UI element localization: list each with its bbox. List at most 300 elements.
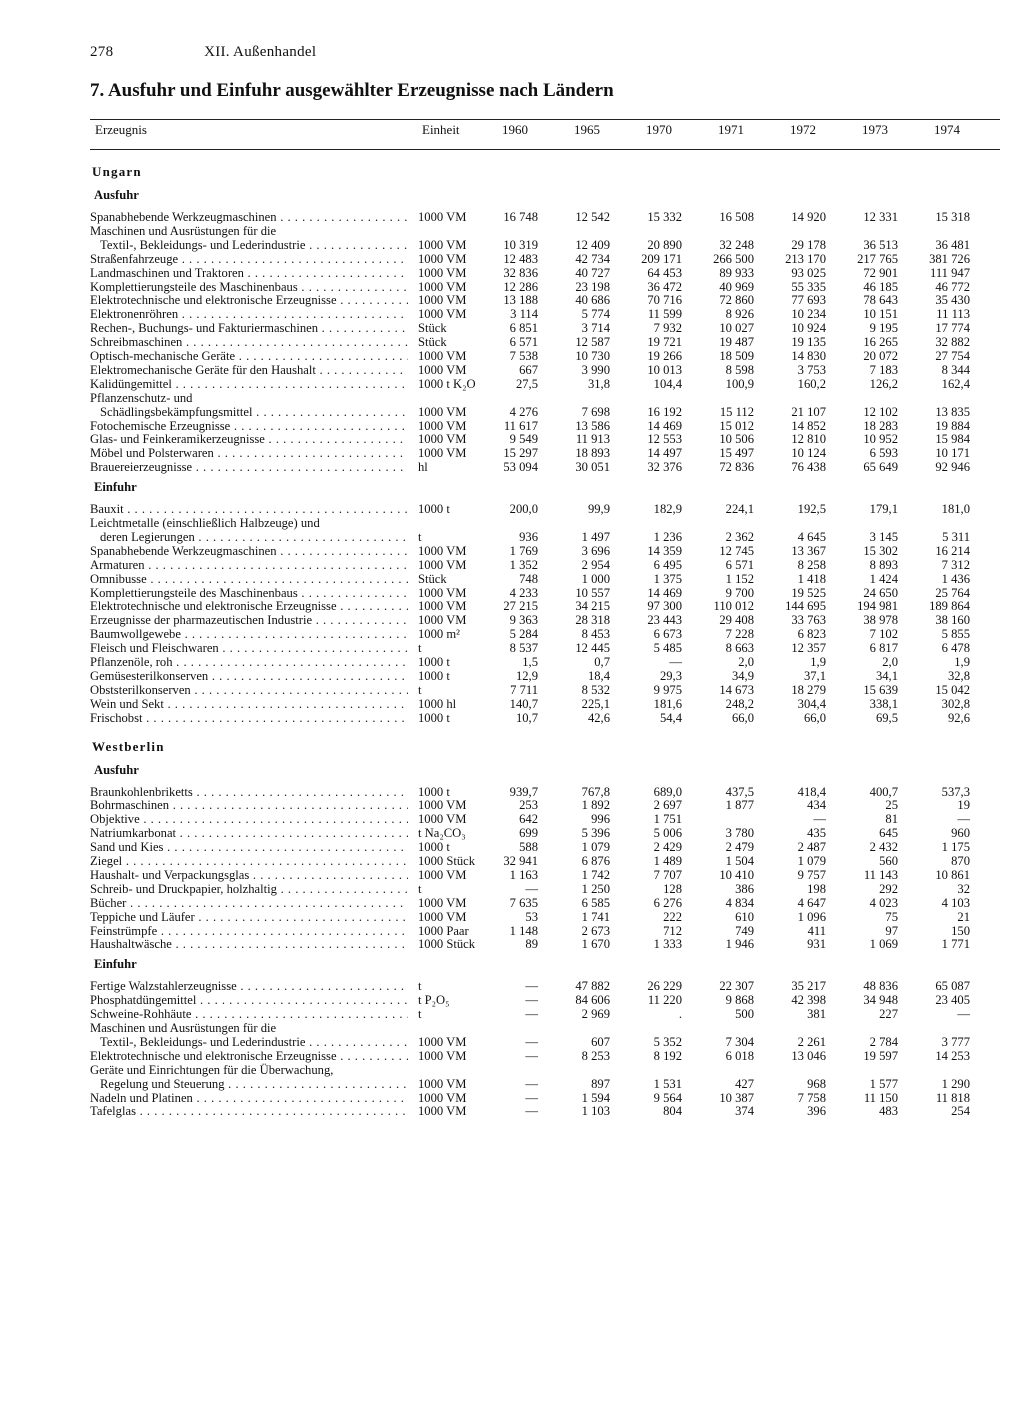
value-cell: 12 587 — [575, 335, 610, 350]
table-row — [0, 307, 1024, 321]
value-cell: 4 023 — [869, 895, 898, 910]
value-cell: 40 727 — [575, 265, 610, 280]
value-cell: 36 472 — [647, 279, 682, 294]
unit-cell: 1000 VM — [418, 798, 467, 813]
value-cell: 12 745 — [719, 543, 754, 558]
value-cell: — — [669, 655, 682, 669]
value-cell: 14 359 — [647, 543, 682, 558]
product-name: Schädlingsbekämpfungsmittel . . . — [100, 405, 408, 419]
unit-cell: Stück — [418, 571, 447, 586]
product-name: Sand und Kies . . . — [90, 840, 408, 854]
value-cell: 642 — [519, 812, 538, 827]
product-name: Brauereierzeugnisse . . . — [90, 460, 408, 474]
value-cell: 75 — [885, 909, 898, 924]
value-cell: 1 424 — [869, 571, 898, 586]
value-cell: 1 877 — [725, 798, 754, 813]
value-cell: 588 — [519, 840, 538, 855]
value-cell: 4 834 — [725, 895, 754, 910]
value-cell: 1 148 — [509, 923, 538, 938]
value-cell: 1,9 — [810, 655, 826, 669]
value-cell: 304,4 — [797, 696, 826, 711]
table-row — [0, 641, 1024, 655]
country-heading: Westberlin — [92, 738, 165, 754]
value-cell: 10 557 — [575, 585, 610, 600]
value-cell: 6 585 — [581, 895, 610, 910]
unit-cell: 1000 VM — [418, 432, 467, 447]
value-cell: 1 946 — [725, 937, 754, 952]
value-cell: 2 362 — [725, 529, 754, 544]
table-row — [0, 882, 1024, 896]
value-cell: 6 495 — [653, 557, 682, 572]
unit-cell: 1000 VM — [418, 349, 467, 363]
value-cell: 10 410 — [719, 867, 754, 882]
value-cell: 537,3 — [941, 784, 970, 799]
value-cell: 15 497 — [719, 446, 754, 461]
value-cell: 93 025 — [791, 265, 826, 280]
value-cell: 29,3 — [659, 668, 682, 683]
value-cell: 7 102 — [869, 627, 898, 642]
value-cell: 8 344 — [941, 362, 970, 377]
product-name: Rechen-, Buchungs- und Fakturiermaschinen . . . — [90, 321, 408, 335]
value-cell: 32 248 — [719, 237, 754, 252]
unit-cell: t — [418, 881, 422, 896]
value-cell: 1 741 — [581, 909, 610, 924]
value-cell: 1 670 — [581, 937, 610, 952]
value-cell: 9 363 — [509, 613, 538, 628]
table-row — [0, 1063, 1024, 1077]
value-cell: 1 096 — [797, 909, 826, 924]
value-cell: 21 107 — [791, 404, 826, 419]
product-name: Feinstrümpfe . . . — [90, 924, 408, 938]
unit-cell: 1000 VM — [418, 279, 467, 294]
table-row — [0, 586, 1024, 600]
value-cell: 1 418 — [797, 571, 826, 586]
table-row — [0, 1049, 1024, 1063]
table-row — [0, 683, 1024, 697]
value-cell: 483 — [879, 1104, 898, 1119]
value-cell: 12 409 — [575, 237, 610, 252]
value-cell: 1 769 — [509, 543, 538, 558]
value-cell: 804 — [663, 1104, 682, 1119]
product-name: Gemüsesterilkonserven . . . — [90, 669, 408, 683]
value-cell: 1 352 — [509, 557, 538, 572]
value-cell: 10 013 — [647, 362, 682, 377]
value-cell: 1 175 — [941, 840, 970, 855]
unit-cell: 1000 t — [418, 655, 450, 669]
value-cell: 89 — [525, 937, 538, 952]
value-cell: 18 893 — [575, 446, 610, 461]
value-cell: 748 — [519, 571, 538, 586]
value-cell: 1 531 — [653, 1076, 682, 1091]
value-cell: 11 220 — [647, 993, 682, 1008]
product-name: Natriumkarbonat . . . — [90, 826, 408, 840]
value-cell: 1 504 — [725, 854, 754, 868]
product-name: Nadeln und Platinen . . . — [90, 1091, 408, 1105]
product-name: Objektive . . . — [90, 812, 408, 826]
value-cell: 7 635 — [509, 895, 538, 910]
value-cell: 200,0 — [509, 502, 538, 517]
value-cell: 70 716 — [647, 293, 682, 308]
product-name: Maschinen und Ausrüstungen für die — [90, 223, 277, 238]
table-row — [0, 979, 1024, 993]
value-cell: 20 890 — [647, 237, 682, 252]
value-cell: 936 — [519, 529, 538, 544]
value-cell: 9 868 — [725, 993, 754, 1008]
value-cell: 111 947 — [930, 265, 970, 280]
value-cell: 36 481 — [935, 237, 970, 252]
value-cell: 34,9 — [731, 668, 754, 683]
value-cell: 1 497 — [581, 529, 610, 544]
value-cell: 645 — [879, 826, 898, 841]
value-cell: 14 830 — [791, 349, 826, 363]
value-cell: 19 487 — [719, 335, 754, 350]
value-cell: 42 734 — [575, 251, 610, 266]
unit-cell: 1000 Paar — [418, 923, 469, 938]
table-row — [0, 1021, 1024, 1035]
value-cell: 6 276 — [653, 895, 682, 910]
value-cell: 46 185 — [863, 279, 898, 294]
value-cell: 144 695 — [785, 599, 826, 614]
value-cell: 5 006 — [653, 826, 682, 841]
unit-cell: t — [418, 641, 422, 656]
value-cell: 2 969 — [581, 1007, 610, 1022]
table-row — [0, 280, 1024, 294]
value-cell: 939,7 — [509, 784, 538, 799]
value-cell: — — [525, 1048, 538, 1063]
value-cell: 19 135 — [791, 335, 826, 350]
value-cell: 53 094 — [503, 460, 538, 475]
value-cell: 14 673 — [719, 682, 754, 697]
table-row — [0, 1104, 1024, 1118]
value-cell: 2 954 — [581, 557, 610, 572]
value-cell: 32,8 — [947, 668, 970, 683]
value-cell: 3 780 — [725, 826, 754, 841]
value-cell: — — [525, 979, 538, 994]
value-cell: 4 645 — [797, 529, 826, 544]
value-cell: 1,5 — [522, 655, 538, 669]
value-cell: 32 941 — [503, 854, 538, 868]
column-header-product: Erzeugnis — [95, 122, 147, 137]
value-cell: 27 754 — [935, 349, 970, 363]
table-row — [0, 993, 1024, 1007]
value-cell: 213 170 — [785, 251, 826, 266]
value-cell: — — [957, 1007, 970, 1022]
value-cell: 14 852 — [791, 418, 826, 433]
table-row — [0, 1035, 1024, 1049]
value-cell: 35 430 — [935, 293, 970, 308]
unit-cell: 1000 VM — [418, 418, 467, 433]
unit-cell: t P₂O₅ — [418, 993, 450, 1008]
value-cell: 7 932 — [653, 321, 682, 336]
value-cell: 3 714 — [581, 321, 610, 336]
value-cell: 411 — [807, 923, 826, 938]
value-cell: 72 836 — [719, 460, 754, 475]
value-cell: 15 042 — [935, 682, 970, 697]
value-cell: 248,2 — [725, 696, 754, 711]
value-cell: 97 300 — [647, 599, 682, 614]
value-cell: 1,9 — [954, 655, 970, 669]
product-name: Bücher . . . — [90, 896, 408, 910]
value-cell: 217 765 — [857, 251, 898, 266]
value-cell: 11 617 — [503, 418, 538, 433]
value-cell: 699 — [519, 826, 538, 841]
value-cell: 12 483 — [503, 251, 538, 266]
value-cell: 10 506 — [719, 432, 754, 447]
unit-cell: 1000 VM — [418, 1034, 467, 1049]
column-header-year: 1971 — [718, 122, 744, 137]
unit-cell: 1000 VM — [418, 293, 467, 308]
value-cell: 6 851 — [509, 321, 538, 336]
value-cell: — — [525, 1090, 538, 1105]
product-name: Fleisch und Fleischwaren . . . — [90, 641, 408, 655]
table-row — [0, 1007, 1024, 1021]
table-row — [0, 391, 1024, 405]
value-cell: — — [525, 881, 538, 896]
value-cell: 5 352 — [653, 1034, 682, 1049]
product-name: Baumwollgewebe . . . — [90, 627, 408, 641]
value-cell: 194 981 — [857, 599, 898, 614]
value-cell: 29 178 — [791, 237, 826, 252]
product-name: Elektrotechnische und elektronische Erzeugnisse . . . — [90, 293, 408, 307]
value-cell: 396 — [807, 1104, 826, 1119]
value-cell: 34 215 — [575, 599, 610, 614]
product-name: Frischobst . . . — [90, 711, 408, 725]
value-cell: 5 855 — [941, 627, 970, 642]
value-cell: 13 367 — [791, 543, 826, 558]
value-cell: 54,4 — [659, 710, 682, 725]
value-cell: 20 072 — [863, 349, 898, 363]
value-cell: 42,6 — [587, 710, 610, 725]
product-name: Ziegel . . . — [90, 854, 408, 868]
value-cell: 32 376 — [647, 460, 682, 475]
value-cell: 437,5 — [725, 784, 754, 799]
value-cell: 15 639 — [863, 682, 898, 697]
unit-cell: 1000 VM — [418, 404, 467, 419]
country-heading: Ungarn — [92, 164, 142, 179]
value-cell: 1 742 — [581, 867, 610, 882]
unit-cell: 1000 VM — [418, 1090, 467, 1105]
table-row — [0, 335, 1024, 349]
product-name: Schweine-Rohhäute . . . — [90, 1007, 408, 1021]
unit-cell: 1000 t — [418, 710, 450, 725]
value-cell: 0,7 — [594, 655, 610, 669]
table-row — [0, 405, 1024, 419]
value-cell: 2 432 — [869, 840, 898, 855]
value-cell: 15 318 — [935, 210, 970, 224]
unit-cell: 1000 VM — [418, 812, 467, 827]
value-cell: 10,7 — [515, 710, 538, 725]
value-cell: 33 763 — [791, 613, 826, 628]
value-cell: 1 079 — [797, 854, 826, 868]
unit-cell: 1000 VM — [418, 613, 467, 628]
column-header-unit: Einheit — [422, 122, 460, 137]
table-row — [0, 924, 1024, 938]
value-cell: 76 438 — [791, 460, 826, 475]
value-cell: 97 — [885, 923, 898, 938]
value-cell: 968 — [807, 1076, 826, 1091]
table-row — [0, 544, 1024, 558]
value-cell: 16 192 — [647, 404, 682, 419]
value-cell: 3 145 — [869, 529, 898, 544]
value-cell: 55 335 — [791, 279, 826, 294]
value-cell: 1 771 — [941, 937, 970, 952]
product-name: Wein und Sekt . . . — [90, 697, 408, 711]
value-cell: 749 — [735, 923, 754, 938]
table-row — [0, 432, 1024, 446]
trade-direction-heading: Einfuhr — [94, 480, 137, 495]
value-cell: 128 — [663, 881, 682, 896]
value-cell: 16 748 — [503, 210, 538, 224]
table-row — [0, 1091, 1024, 1105]
product-name: Fertige Walzstahlerzeugnisse . . . — [90, 979, 408, 993]
product-name: Fotochemische Erzeugnisse . . . — [90, 419, 408, 433]
product-name: Elektronenröhren . . . — [90, 307, 408, 321]
value-cell: 427 — [735, 1076, 754, 1091]
value-cell: 209 171 — [641, 251, 682, 266]
value-cell: 38 160 — [935, 613, 970, 628]
value-cell: 12 331 — [863, 210, 898, 224]
value-cell: 42 398 — [791, 993, 826, 1008]
value-cell: 64 453 — [647, 265, 682, 280]
trade-direction-heading: Einfuhr — [94, 957, 137, 972]
value-cell: 6 673 — [653, 627, 682, 642]
unit-cell: t — [418, 1007, 422, 1022]
value-cell: 1 751 — [653, 812, 682, 827]
value-cell: 10 124 — [791, 446, 826, 461]
unit-cell: 1000 VM — [418, 867, 467, 882]
value-cell: 53 — [525, 909, 538, 924]
product-name: Haushaltwäsche . . . — [90, 937, 408, 951]
unit-cell: t Na₂CO₃ — [418, 826, 466, 841]
value-cell: 6 817 — [869, 641, 898, 656]
value-cell: 767,8 — [581, 784, 610, 799]
product-name: Elektromechanische Geräte für den Haushalt . . . — [90, 363, 408, 377]
table-row — [0, 210, 1024, 224]
value-cell: 189 864 — [929, 599, 970, 614]
table-row — [0, 910, 1024, 924]
product-name: Maschinen und Ausrüstungen für die — [90, 1021, 277, 1035]
value-cell: 2 261 — [797, 1034, 826, 1049]
product-name: Kalidüngemittel . . . — [90, 377, 408, 391]
product-name: Regelung und Steuerung . . . — [100, 1077, 408, 1091]
value-cell: 40 686 — [575, 293, 610, 308]
value-cell: 18 509 — [719, 349, 754, 363]
unit-cell: 1000 m² — [418, 627, 460, 642]
value-cell: 12 542 — [575, 210, 610, 224]
value-cell: 266 500 — [713, 251, 754, 266]
value-cell: 110 012 — [713, 599, 754, 614]
unit-cell: 1000 VM — [418, 599, 467, 614]
value-cell: 6 823 — [797, 627, 826, 642]
value-cell: 870 — [951, 854, 970, 868]
value-cell: 3 696 — [581, 543, 610, 558]
unit-cell: 1000 VM — [418, 585, 467, 600]
value-cell: 29 408 — [719, 613, 754, 628]
value-cell: 8 663 — [725, 641, 754, 656]
value-cell: 9 549 — [509, 432, 538, 447]
value-cell: 9 564 — [653, 1090, 682, 1105]
value-cell: 19 597 — [863, 1048, 898, 1063]
value-cell: 1 250 — [581, 881, 610, 896]
value-cell: 32 836 — [503, 265, 538, 280]
product-name: Armaturen . . . — [90, 558, 408, 572]
product-name: Textil-, Bekleidungs- und Lederindustrie . . . — [100, 238, 408, 252]
value-cell: 72 901 — [863, 265, 898, 280]
value-cell: 8 598 — [725, 362, 754, 377]
unit-cell: hl — [418, 460, 428, 475]
value-cell: 15 302 — [863, 543, 898, 558]
value-cell: 104,4 — [653, 376, 682, 391]
value-cell: 4 233 — [509, 585, 538, 600]
value-cell: 5 311 — [942, 529, 970, 544]
value-cell: 338,1 — [869, 696, 898, 711]
unit-cell: 1000 hl — [418, 696, 457, 711]
value-cell: 11 599 — [647, 307, 682, 322]
value-cell: 227 — [879, 1007, 898, 1022]
value-cell: 38 978 — [863, 613, 898, 628]
table-row — [0, 840, 1024, 854]
table-row — [0, 854, 1024, 868]
unit-cell: 1000 VM — [418, 1076, 467, 1091]
product-name: Schreibmaschinen . . . — [90, 335, 408, 349]
value-cell: 47 882 — [575, 979, 610, 994]
value-cell: 30 051 — [575, 460, 610, 475]
product-name: Komplettierungsteile des Maschinenbaus . . . — [90, 280, 408, 294]
value-cell: 667 — [519, 362, 538, 377]
value-cell: 66,0 — [731, 710, 754, 725]
table-row — [0, 572, 1024, 586]
product-name: Leichtmetalle (einschließlich Halbzeuge) und — [90, 516, 320, 530]
value-cell: 77 693 — [791, 293, 826, 308]
value-cell: 1 000 — [581, 571, 610, 586]
value-cell: 23 443 — [647, 613, 682, 628]
value-cell: 14 497 — [647, 446, 682, 461]
product-name: Spanabhebende Werkzeugmaschinen . . . — [90, 544, 408, 558]
value-cell: 1 489 — [653, 854, 682, 868]
value-cell: 162,4 — [941, 376, 970, 391]
value-cell: 34,1 — [875, 668, 898, 683]
value-cell: 6 478 — [941, 641, 970, 656]
value-cell: 10 234 — [791, 307, 826, 322]
value-cell: — — [525, 1034, 538, 1049]
product-name: Pflanzenschutz- und — [90, 390, 193, 405]
table-row — [0, 502, 1024, 516]
value-cell: 897 — [591, 1076, 610, 1091]
product-name: Elektrotechnische und elektronische Erzeugnisse . . . — [90, 599, 408, 613]
value-cell: 37,1 — [803, 668, 826, 683]
value-cell: 2,0 — [882, 655, 898, 669]
value-cell: 500 — [735, 1007, 754, 1022]
value-cell: — — [525, 1104, 538, 1119]
value-cell: 6 018 — [725, 1048, 754, 1063]
unit-cell: 1000 VM — [418, 251, 467, 266]
value-cell: 140,7 — [509, 696, 538, 711]
value-cell: — — [525, 1007, 538, 1022]
value-cell: 5 284 — [509, 627, 538, 642]
value-cell: 8 532 — [581, 682, 610, 697]
unit-cell: 1000 t — [418, 840, 450, 855]
value-cell: 2 697 — [653, 798, 682, 813]
value-cell: 181,0 — [941, 502, 970, 517]
value-cell: 12 357 — [791, 641, 826, 656]
value-cell: 254 — [951, 1104, 970, 1119]
value-cell: 11 113 — [936, 307, 970, 322]
product-name: Spanabhebende Werkzeugmaschinen . . . — [90, 210, 408, 224]
unit-cell: Stück — [418, 321, 447, 336]
value-cell: 607 — [591, 1034, 610, 1049]
value-cell: 23 405 — [935, 993, 970, 1008]
value-cell: 16 214 — [935, 543, 970, 558]
